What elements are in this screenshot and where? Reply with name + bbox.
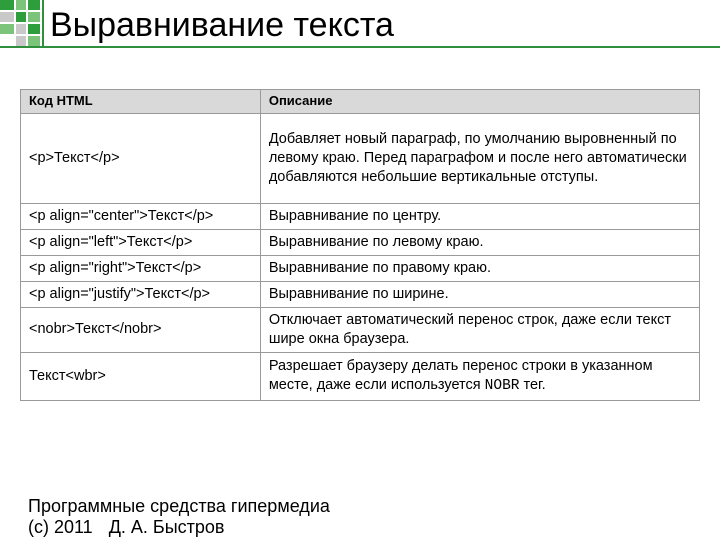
- cell-code: Текст<wbr>: [21, 352, 261, 400]
- alignment-table: [20, 89, 700, 401]
- table-row: [21, 308, 700, 353]
- desc-text: Разрешает браузеру делать перенос строки в указанном месте, даже если используется: [268, 357, 653, 393]
- cell-code: <p align="right">Текст</p>: [21, 256, 261, 282]
- footer-course-name: Программные средства гипермедиа: [28, 496, 330, 516]
- cell-code: <p align="justify">Текст</p>: [21, 282, 261, 308]
- cell-description: Выравнивание по левому краю.: [260, 230, 699, 256]
- cell-code: <nobr>Текст</nobr>: [21, 308, 261, 353]
- cell-description: Отключает автоматический перенос строк, даже если текст шире окна браузера.: [260, 308, 699, 353]
- header-description: Описание: [260, 90, 699, 114]
- desc-text: тег.: [519, 376, 546, 393]
- cell-code: <p align="left">Текст</p>: [21, 230, 261, 256]
- footer-author: Д. А. Быстров: [108, 516, 225, 537]
- footer-copyright: (c) 2011: [28, 516, 93, 537]
- desc-code-keyword: NOBR: [484, 377, 520, 394]
- cell-description: Добавляет новый параграф, по умолчанию выровненный по левому краю. Перед параграфом и после него автоматически добавляются небольшие вертикальные отступы.: [260, 114, 699, 204]
- slide-title: Выравнивание текста: [50, 6, 394, 44]
- accent-horizontal-line: [0, 46, 720, 48]
- cell-code: <p>Текст</p>: [21, 114, 261, 204]
- header-code: Код HTML: [21, 90, 261, 114]
- table-row: [21, 282, 700, 308]
- table-row: [21, 204, 700, 230]
- table-header-row: [21, 90, 700, 114]
- footer: [28, 496, 330, 537]
- cell-code: <p align="center">Текст</p>: [21, 204, 261, 230]
- table-row: [21, 114, 700, 204]
- table-row: [21, 352, 700, 400]
- cell-description: [260, 352, 699, 400]
- table-row: [21, 256, 700, 282]
- accent-vertical-line: [42, 0, 44, 48]
- cell-description: Выравнивание по правому краю.: [260, 256, 699, 282]
- table-row: [21, 230, 700, 256]
- cell-description: Выравнивание по центру.: [260, 204, 699, 230]
- footer-credits: [28, 517, 330, 538]
- cell-description: Выравнивание по ширине.: [260, 282, 699, 308]
